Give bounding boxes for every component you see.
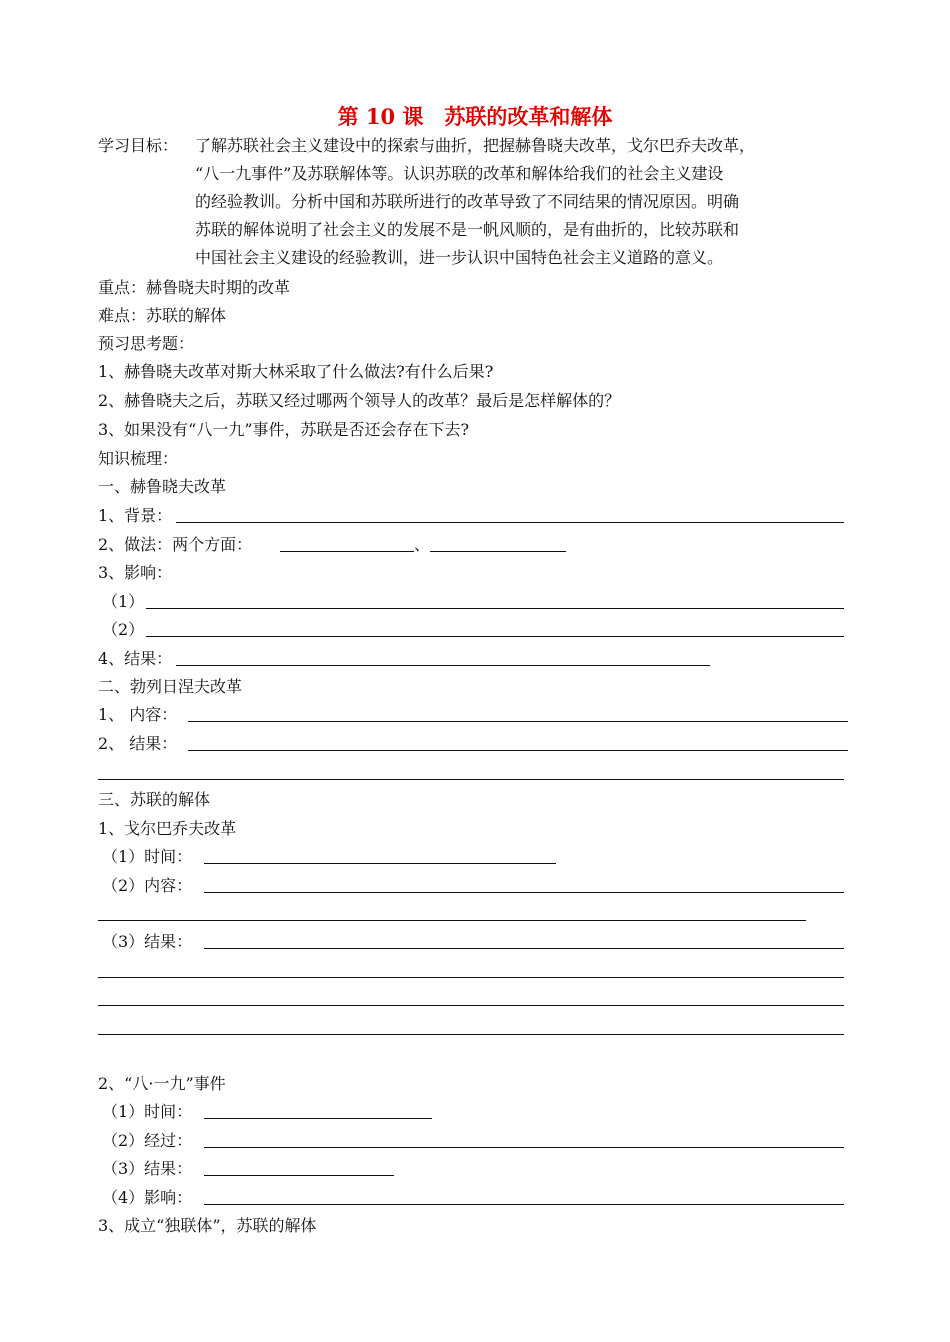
preview-question-2: 2、赫鲁晓夫之后，苏联又经过哪两个领导人的改革？最后是怎样解体的？ [98, 391, 621, 410]
objectives-line-4: 苏联的解体说明了社会主义的发展不是一帆风顺的，是有曲折的，比较苏联和 [195, 220, 740, 239]
s3-g-result-blank-1[interactable] [204, 948, 844, 949]
s1-impact-2-label: （2） [102, 620, 145, 639]
s1-impact-2-blank[interactable] [146, 636, 844, 637]
s2-result-blank-1[interactable] [188, 750, 848, 751]
s1-impact-1-blank[interactable] [146, 608, 844, 609]
s3-819-heading: 2、“八·一九”事件 [98, 1074, 226, 1093]
s1-method-label: 2、做法：两个方面： [98, 535, 253, 554]
s3-g-result-blank-2[interactable] [98, 977, 844, 978]
objectives-line-2: “八一九事件”及苏联解体等。认识苏联的改革和解体给我们的社会主义建设 [195, 164, 724, 183]
s3-g-content-blank-2[interactable] [98, 920, 806, 921]
s3-gorbachev-heading: 1、戈尔巴乔夫改革 [98, 819, 237, 838]
key-point: 重点：赫鲁晓夫时期的改革 [98, 278, 291, 297]
objectives-line-3: 的经验教训。分析中国和苏联所进行的改革导致了不同结果的情况原因。明确 [195, 192, 740, 211]
s3-819-process-blank[interactable] [204, 1147, 844, 1148]
s1-impact-label: 3、影响： [98, 563, 173, 582]
s3-g-result-label: （3）结果： [102, 932, 193, 951]
s3-g-content-label: （2）内容： [102, 876, 193, 895]
s3-819-result-label: （3）结果： [102, 1159, 193, 1178]
s2-result-blank-2[interactable] [98, 779, 844, 780]
s2-result-label: 2、 结果： [98, 734, 178, 753]
difficulty: 难点：苏联的解体 [98, 306, 227, 325]
s1-background-label: 1、背景： [98, 506, 173, 525]
s1-method-separator: 、 [414, 535, 431, 554]
s2-content-blank[interactable] [188, 721, 848, 722]
knowledge-heading: 知识梳理： [98, 449, 179, 468]
s3-819-time-label: （1）时间： [102, 1102, 193, 1121]
s1-result-blank[interactable] [176, 665, 710, 666]
s1-method-blank-1[interactable] [280, 551, 414, 552]
section-1-heading: 一、赫鲁晓夫改革 [98, 477, 227, 496]
s3-g-time-label: （1）时间： [102, 847, 193, 866]
s3-819-time-blank[interactable] [204, 1118, 432, 1119]
s2-content-label: 1、 内容： [98, 705, 178, 724]
objectives-line-1: 了解苏联社会主义建设中的探索与曲折，把握赫鲁晓夫改革，戈尔巴乔夫改革， [195, 136, 756, 155]
section-3-heading: 三、苏联的解体 [98, 790, 211, 809]
s3-g-result-blank-3[interactable] [98, 1005, 844, 1006]
objectives-line-5: 中国社会主义建设的经验教训，进一步认识中国特色社会主义道路的意义。 [195, 248, 724, 267]
section-2-heading: 二、勃列日涅夫改革 [98, 677, 243, 696]
page-title: 第 10 课 苏联的改革和解体 [337, 104, 613, 129]
s3-819-result-blank[interactable] [204, 1175, 394, 1176]
s3-819-impact-label: （4）影响： [102, 1188, 193, 1207]
preview-heading: 预习思考题： [98, 334, 195, 353]
s3-819-impact-blank[interactable] [204, 1204, 844, 1205]
s3-cis-heading: 3、成立“独联体”，苏联的解体 [98, 1216, 317, 1235]
s3-819-process-label: （2）经过： [102, 1131, 193, 1150]
s1-result-label: 4、结果： [98, 649, 173, 668]
s1-background-blank[interactable] [176, 522, 844, 523]
preview-question-1: 1、赫鲁晓夫改革对斯大林采取了什么做法?有什么后果? [98, 362, 494, 381]
s1-impact-1-label: （1） [102, 592, 145, 611]
objectives-label: 学习目标： [98, 136, 179, 155]
s3-g-time-blank[interactable] [204, 863, 556, 864]
s3-g-result-blank-4[interactable] [98, 1034, 844, 1035]
s1-method-blank-2[interactable] [430, 551, 566, 552]
preview-question-3: 3、如果没有“八一九”事件，苏联是否还会存在下去? [98, 420, 470, 439]
s3-g-content-blank-1[interactable] [204, 892, 844, 893]
